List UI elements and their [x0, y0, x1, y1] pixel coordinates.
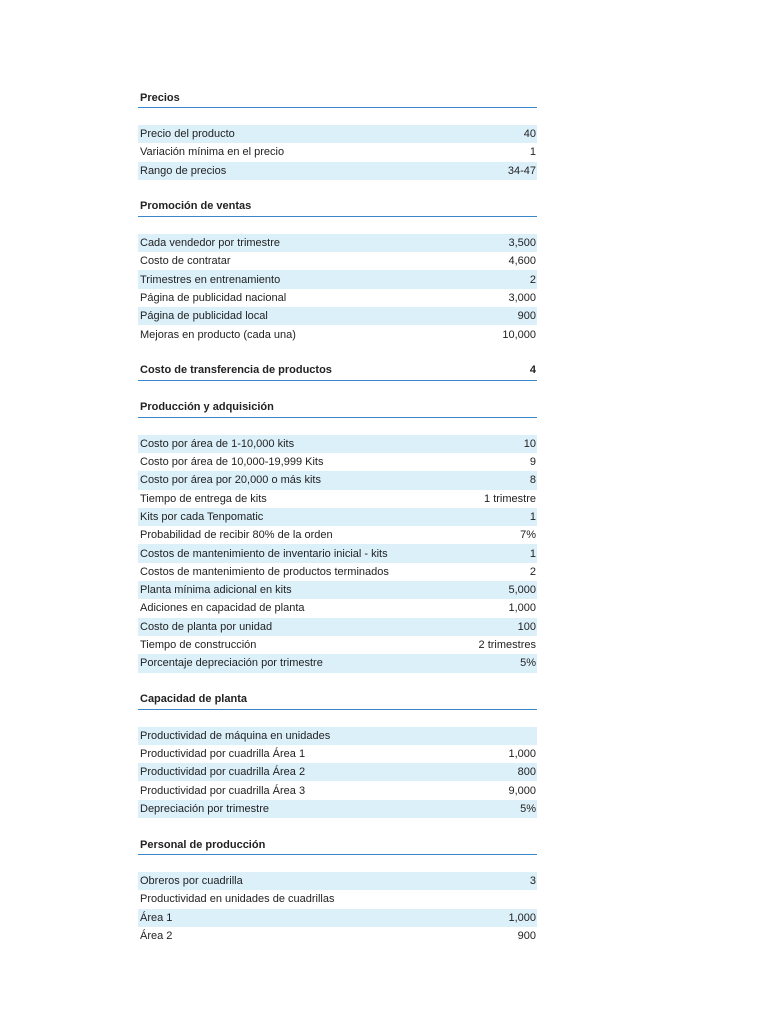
- table-row: [138, 927, 537, 945]
- row-value: 100: [517, 620, 536, 633]
- row-value: 3,500: [508, 237, 536, 250]
- row-value: 2: [529, 273, 536, 286]
- table-row: [138, 727, 537, 745]
- section-heading: [138, 198, 537, 217]
- section-heading: [138, 89, 537, 108]
- row-label: Adiciones en capacidad de planta: [140, 602, 305, 615]
- table-row: [138, 234, 537, 252]
- row-label: Depreciación por trimestre: [140, 802, 269, 815]
- section-title: Costo de transferencia de productos: [140, 364, 332, 377]
- section-value: 4: [529, 364, 536, 377]
- table-row: [138, 252, 537, 270]
- table-row: [138, 563, 537, 581]
- table-row: [138, 526, 537, 544]
- row-label: Obreros por cuadrilla: [140, 875, 243, 888]
- row-label: Probabilidad de recibir 80% de la orden: [140, 529, 333, 542]
- table-row: [138, 508, 537, 526]
- table-row: [138, 270, 537, 288]
- row-value: 2: [529, 565, 536, 578]
- row-value: 4,600: [508, 255, 536, 268]
- row-label: Porcentaje depreciación por trimestre: [140, 657, 323, 670]
- section-precios: [138, 89, 537, 198]
- row-label: Costo de contratar: [140, 255, 231, 268]
- table-row: [138, 599, 537, 617]
- row-value: 10: [523, 437, 536, 450]
- row-value: 5,000: [508, 584, 536, 597]
- row-label: Área 1: [140, 911, 173, 924]
- row-value: 1: [529, 547, 536, 560]
- table-row: [138, 618, 537, 636]
- section-produccion-y-adquisicion: [138, 399, 537, 691]
- row-value: 1: [529, 146, 536, 159]
- row-value: 9: [529, 456, 536, 469]
- row-label: Cada vendedor por trimestre: [140, 237, 281, 250]
- row-label: Costos de mantenimiento de inventario inicial - kits: [140, 547, 388, 560]
- row-label: Variación mínima en el precio: [140, 146, 285, 159]
- section-personal-de-produccion: [138, 836, 537, 963]
- table-row: [138, 162, 537, 180]
- row-value: 40: [523, 128, 536, 141]
- table-row: [138, 471, 537, 489]
- row-value: 5%: [520, 802, 536, 815]
- row-label: Mejoras en producto (cada una): [140, 328, 296, 341]
- table-row: [138, 143, 537, 161]
- table-row: [138, 490, 537, 508]
- row-label: Costo por área de 1-10,000 kits: [140, 437, 295, 450]
- row-value: 8: [529, 474, 536, 487]
- row-label: Área 2: [140, 930, 173, 943]
- row-label: Productividad por cuadrilla Área 1: [140, 747, 306, 760]
- section-costo-de-transferencia-de-productos: [138, 362, 537, 399]
- row-value: 10,000: [502, 328, 536, 341]
- table-row: [138, 307, 537, 325]
- table-row: [138, 800, 537, 818]
- row-label: Productividad de máquina en unidades: [140, 729, 331, 742]
- row-value: 1,000: [508, 747, 536, 760]
- row-value: 1,000: [508, 911, 536, 924]
- row-value: 2 trimestres: [478, 639, 536, 652]
- table-row: [138, 125, 537, 143]
- row-label: Tiempo de entrega de kits: [140, 492, 267, 505]
- table-row: [138, 781, 537, 799]
- row-value: 1: [529, 511, 536, 523]
- row-value: 900: [517, 930, 536, 943]
- table-row: [138, 654, 537, 672]
- row-label: Productividad por cuadrilla Área 2: [140, 766, 306, 779]
- table-row: [138, 745, 537, 763]
- row-label: Costo por área de 10,000-19,999 Kits: [140, 456, 324, 469]
- table-row: [138, 763, 537, 781]
- row-label: Página de publicidad nacional: [140, 291, 287, 304]
- row-label: Kits por cada Tenpomatic: [140, 511, 264, 523]
- row-label: Costo por área por 20,000 o más kits: [140, 474, 321, 487]
- table-row: [138, 636, 537, 654]
- section-title: Promoción de ventas: [140, 200, 252, 213]
- table-row: [138, 890, 537, 908]
- table-row: [138, 325, 537, 343]
- row-label: Costo de planta por unidad: [140, 620, 273, 633]
- section-heading: [138, 836, 537, 855]
- row-value: 1,000: [508, 602, 536, 615]
- table-row: [138, 581, 537, 599]
- row-value: 7%: [520, 529, 536, 542]
- row-label: Productividad por cuadrilla Área 3: [140, 784, 306, 797]
- row-label: Planta mínima adicional en kits: [140, 584, 292, 597]
- row-value: 800: [517, 766, 536, 779]
- section-capacidad-de-planta: [138, 691, 537, 836]
- row-value: 3: [529, 875, 536, 888]
- section-heading: [138, 399, 537, 418]
- row-label: Precio del producto: [140, 128, 235, 141]
- row-label: Tiempo de construcción: [140, 639, 257, 652]
- row-label: Costos de mantenimiento de productos terminados: [140, 565, 389, 578]
- row-label: Página de publicidad local: [140, 310, 268, 323]
- table-row: [138, 435, 537, 453]
- row-value: 3,000: [508, 291, 536, 304]
- section-title: Capacidad de planta: [140, 693, 247, 706]
- table-row: [138, 453, 537, 471]
- section-heading: [138, 691, 537, 710]
- row-label: Rango de precios: [140, 164, 227, 177]
- table-row: [138, 289, 537, 307]
- row-value: 900: [517, 310, 536, 323]
- row-label: Trimestres en entrenamiento: [140, 273, 281, 286]
- row-value: 34-47: [507, 164, 536, 177]
- row-label: Productividad en unidades de cuadrillas: [140, 893, 335, 906]
- row-value: 5%: [520, 657, 536, 670]
- section-title: Precios: [140, 91, 180, 104]
- row-value: 9,000: [508, 784, 536, 797]
- section-title: Producción y adquisición: [140, 401, 274, 414]
- table-row: [138, 544, 537, 562]
- section-title: Personal de producción: [140, 838, 266, 851]
- section-heading: [138, 362, 537, 381]
- row-value: 1 trimestre: [484, 492, 536, 505]
- section-promocion-de-ventas: [138, 198, 537, 362]
- parameters-sheet: [138, 89, 537, 963]
- table-row: [138, 909, 537, 927]
- table-row: [138, 872, 537, 890]
